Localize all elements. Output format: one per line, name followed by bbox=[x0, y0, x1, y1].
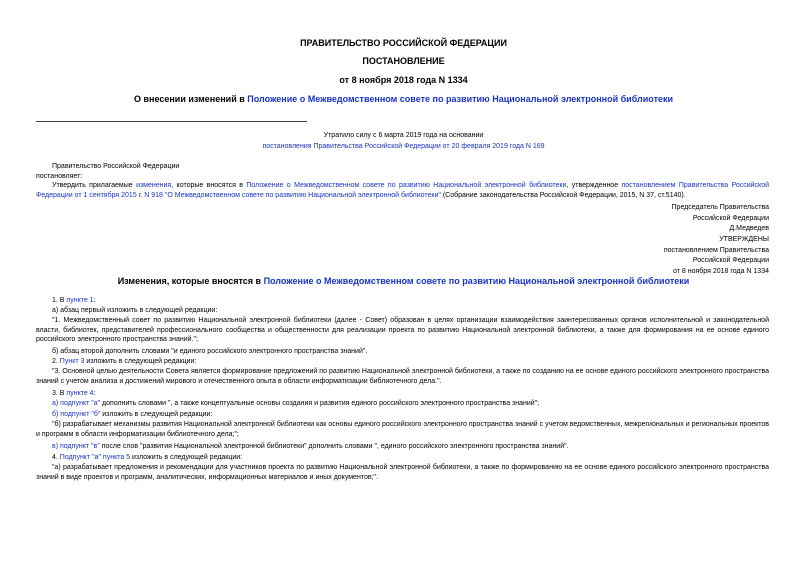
item-4-quote: "а) разрабатывает предложения и рекомендации для участников проекта по развитию Национальной электронной библиотеки, а также по формированию на ее основе единого российского электронного пространства знаний в виде проектов и программ, аналитических, информационных материалов и иных документов;". bbox=[36, 464, 769, 481]
changes-link[interactable]: изменения bbox=[136, 182, 172, 189]
regulation-link[interactable]: Положение о Межведомственном совете по развитию Национальной электронной библиотеки bbox=[246, 182, 567, 189]
item-3b: б) подпункт "б" изложить в следующей редакции: bbox=[52, 411, 213, 418]
header-gov: ПРАВИТЕЛЬСТВО РОССИЙСКОЙ ФЕДЕРАЦИИ bbox=[300, 38, 507, 48]
intro-paragraph: Утвердить прилагаемые изменения, которые вносятся в Положение о Межведомственном совете по развитию Национальной электронной библиотеки, утвержденное постановлением Правительства Российской Федерации от 1 сентября 2015 г. N 918 "О Межведомственном совете по развитию Национальной электронной библиотеки" (Собрание законодательства Российской Федерации, 2015, N 37, ст.5140). bbox=[36, 182, 769, 199]
header-date: от 8 ноября 2018 года N 1334 bbox=[339, 75, 468, 85]
item-1a: а) абзац первый изложить в следующей редакции: bbox=[52, 307, 218, 314]
status-line1: Утратило силу с 6 марта 2019 года на основании bbox=[323, 132, 484, 139]
repeal-link[interactable]: постановления Правительства Российской Федерации от 20 февраля 2019 года N 169 bbox=[262, 143, 545, 150]
item-2: 2. Пункт 3 изложить в следующей редакции: bbox=[52, 358, 197, 365]
intro-line2: постановляет: bbox=[36, 173, 83, 180]
item-3a: а) подпункт "а" дополнить словами ", а также концептуальные основы создания и развития единого российского электронного пространства знаний"; bbox=[52, 400, 540, 407]
point-4-link[interactable]: пункте 4 bbox=[66, 390, 94, 397]
changes-title: Изменения, которые вносятся в Положение о Межведомственном совете по развитию Национальной электронной библиотеки bbox=[117, 276, 690, 286]
item-1b: б) абзац второй дополнить словами "и единого российского электронного пространства знаний". bbox=[52, 348, 368, 355]
item-4: 4. Подпункт "а" пункта 5 изложить в следующей редакции: bbox=[52, 454, 243, 461]
subpoint-v-link[interactable]: в) подпункт "в" bbox=[52, 443, 100, 450]
separator-rule bbox=[36, 121, 307, 122]
status-line2 bbox=[0, 142, 807, 151]
point-5a-link[interactable]: Подпункт "а" пункта 5 bbox=[59, 454, 131, 461]
subpoint-b-link[interactable]: б) подпункт "б" bbox=[52, 411, 101, 418]
signature-block: Председатель Правительства Российской Федерации Д.Медведев bbox=[671, 204, 769, 232]
title-link[interactable]: Положение о Межведомственном совете по развитию Национальной электронной библиотеки bbox=[247, 94, 674, 104]
decree-918-link[interactable]: постановлением Правительства Российской Федерации от 1 сентября 2015 г. N 918 "О Межведомственном совете по развитию Национальной электронной библиотеки" bbox=[36, 182, 769, 199]
item-2-quote: "3. Основной целью деятельности Совета является формирование предложений по развитию Национальной электронной библиотеки, а также по созданию на ее основе единого российского электронного пространства знаний с учетом анализа и достижений мирового и отечественного опыта в области информатизации библиотечного дела.". bbox=[36, 368, 769, 385]
subpoint-a-link[interactable]: а) подпункт "а" bbox=[52, 400, 101, 407]
item-3b-quote: "б) разрабатывает механизмы развития Национальной электронной библиотеки как основы единого российского электронного пространства знаний с учетом ведомственных, межрегиональных и региональных проектов и программ в области информатизации библиотечного дела;"; bbox=[36, 421, 769, 438]
item-3c: в) подпункт "в" после слов "развития Национальной электронной библиотеки" дополнить словами ", единого российского электронного пространства знаний". bbox=[52, 443, 569, 450]
approved-block: УТВЕРЖДЕНЫ постановлением Правительства Российской Федерации от 8 ноября 2018 года N 1334 bbox=[663, 236, 769, 275]
header-type: ПОСТАНОВЛЕНИЕ bbox=[362, 56, 445, 66]
item-1: 1. В пункте 1: bbox=[52, 297, 96, 304]
document-title bbox=[0, 94, 807, 105]
point-1-link[interactable]: пункте 1 bbox=[66, 297, 94, 304]
item-1-quote: "1. Межведомственный совет по развитию Национальной электронной библиотеки (далее - Совет) образован в целях организации взаимодействия заинтересованных органов исполнительной и законодательной власти, библиотек, представителей профессионального сообщества и общественности для реализации проекта по развитию Национальной электронной библиотеки, а также для формирования на ее основе единого российского электронного пространства знаний."; bbox=[36, 317, 769, 343]
title-prefix: О внесении изменений в bbox=[133, 94, 248, 104]
intro-line1: Правительство Российской Федерации bbox=[52, 163, 180, 170]
changes-title-link[interactable]: Положение о Межведомственном совете по развитию Национальной электронной библиотеки bbox=[263, 276, 690, 286]
point-3-link[interactable]: Пункт 3 bbox=[59, 358, 85, 365]
item-3: 3. В пункте 4: bbox=[52, 390, 96, 397]
